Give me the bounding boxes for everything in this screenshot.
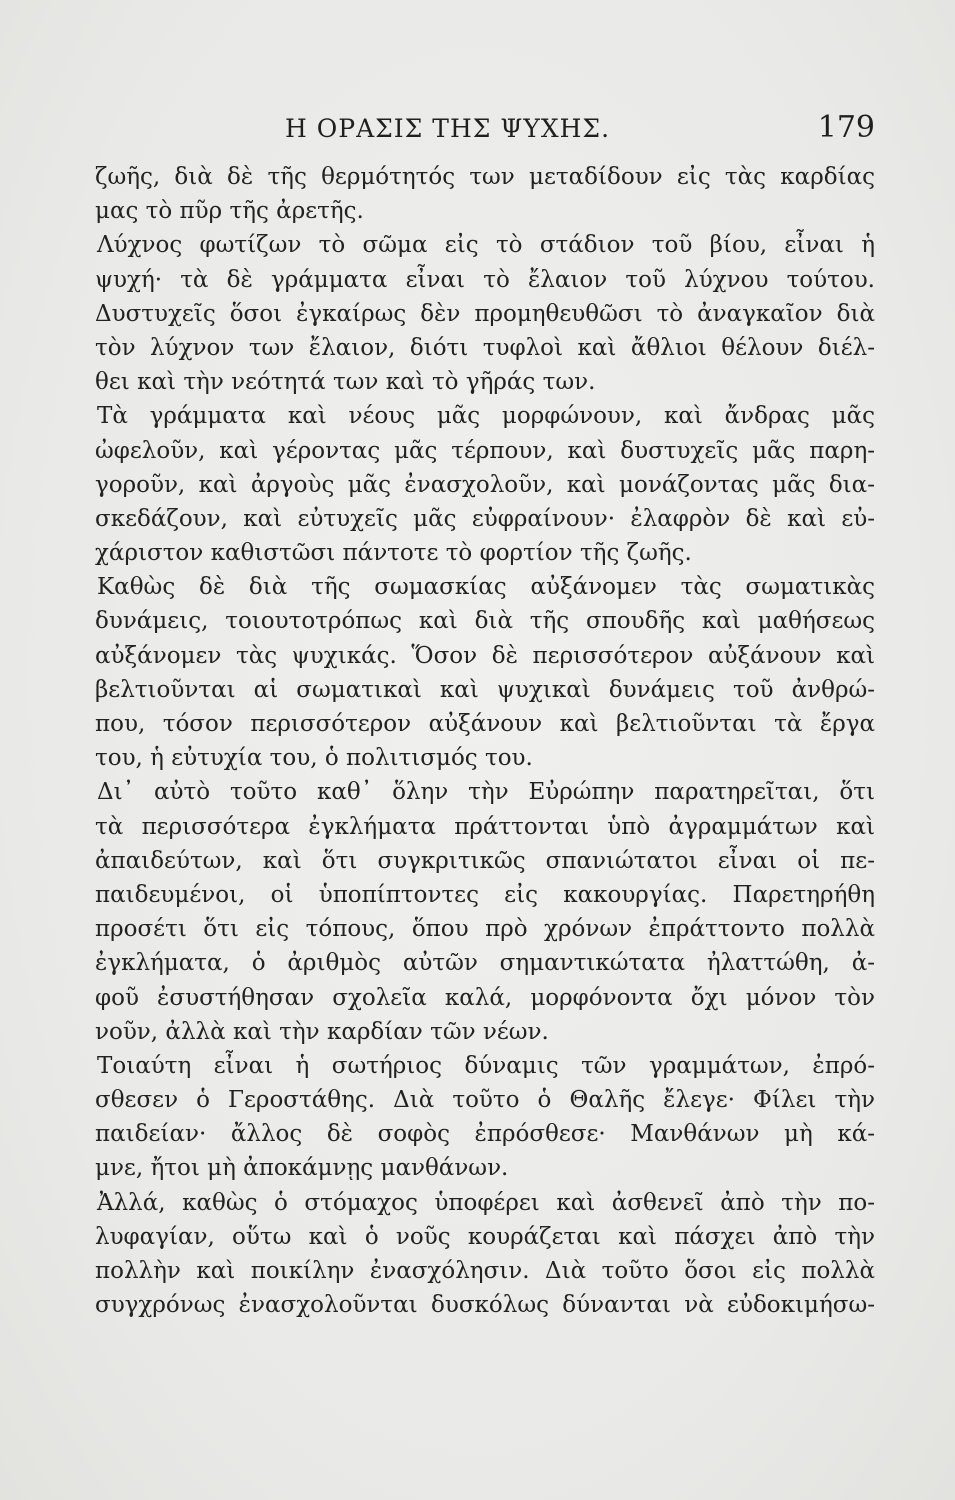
text-line: Δι᾽ αὐτὸ τοῦτο καθ᾽ ὅλην τὴν Εὐρώπην παρατηρεῖται, ὅτι xyxy=(97,779,875,806)
text-line: Τὰ γράμματα καὶ νέους μᾶς μορφώνουν, καὶ ἄνδρας μᾶς xyxy=(97,403,875,430)
text-line: πολλὴν καὶ ποικίλην ἐνασχόλησιν. Διὰ τοῦτο ὅσοι εἰς πολλὰ xyxy=(95,1258,875,1284)
running-title: Η ΟΡΑΣΙΣ ΤΗΣ ΨΥΧΗΣ. xyxy=(285,114,611,143)
text-line: παιδείαν· ἄλλος δὲ σοφὸς ἐπρόσθεσε· Μανθάνων μὴ κά- xyxy=(95,1121,875,1148)
text-line: Λύχνος φωτίζων τὸ σῶμα εἰς τὸ στάδιον τοῦ βίου, εἶναι ἡ xyxy=(97,232,875,259)
text-line: χάριστον καθιστῶσι πάντοτε τὸ φορτίον τῆς ζωῆς. xyxy=(95,540,692,567)
text-line: τὰ περισσότερα ἐγκλήματα πράττονται ὑπὸ ἀγραμμάτων καὶ xyxy=(95,813,875,840)
text-line: νοῦν, ἀλλὰ καὶ τὴν καρδίαν τῶν νέων. xyxy=(95,1018,549,1045)
page-number: 179 xyxy=(817,110,875,145)
text-line: ὠφελοῦν, καὶ γέροντας μᾶς τέρπουν, καὶ δυστυχεῖς μᾶς παρη- xyxy=(95,437,875,464)
text-line: παιδευμένοι, οἱ ὑποπίπτοντες εἰς κακουργίας. Παρετηρήθη xyxy=(95,881,875,908)
text-line: που, τόσον περισσότερον αὐξάνουν καὶ βελτιοῦνται τὰ ἔργα xyxy=(95,711,875,737)
text-line: Ἀλλά, καθὼς ὁ στόμαχος ὑποφέρει καὶ ἀσθενεῖ ἀπὸ τὴν πο- xyxy=(97,1189,875,1216)
text-line: ψυχή· τὰ δὲ γράμματα εἶναι τὸ ἔλαιον τοῦ λύχνου τούτου. xyxy=(95,266,875,293)
text-line: Δυστυχεῖς ὅσοι ἐγκαίρως δὲν προμηθευθῶσι τὸ ἀναγκαῖον διὰ xyxy=(95,300,875,327)
text-line: τὸν λύχνον των ἔλαιον, διότι τυφλοὶ καὶ ἄθλιοι θέλουν διέλ- xyxy=(95,334,875,361)
text-line: ἀπαιδεύτων, καὶ ὅτι συγκριτικῶς σπανιώτατοι εἶναι οἱ πε- xyxy=(95,847,875,874)
text-line: ἐγκλήματα, ὁ ἀριθμὸς αὐτῶν σημαντικώτατα ἠλαττώθη, ἀ- xyxy=(95,950,875,977)
text-line: φοῦ ἐσυστήθησαν σχολεῖα καλά, μορφόνοντα ὄχι μόνον τὸν xyxy=(95,984,875,1011)
text-line: βελτιοῦνται αἱ σωματικαὶ καὶ ψυχικαὶ δυνάμεις τοῦ ἀνθρώ- xyxy=(95,676,875,703)
text-line: σκεδάζουν, καὶ εὐτυχεῖς μᾶς εὐφραίνουν· ἐλαφρὸν δὲ καὶ εὐ- xyxy=(95,505,875,532)
text-line: Καθὼς δὲ διὰ τῆς σωμασκίας αὐξάνομεν τὰς σωματικὰς xyxy=(97,574,875,601)
text-line: σθεσεν ὁ Γεροστάθης. Διὰ τοῦτο ὁ Θαλῆς ἔλεγε· Φίλει τὴν xyxy=(95,1087,875,1114)
text-line: του, ἡ εὐτυχία του, ὁ πολιτισμός του. xyxy=(95,745,533,772)
text-line: δυνάμεις, τοιουτοτρόπως καὶ διὰ τῆς σπουδῆς καὶ μαθήσεως xyxy=(95,608,875,635)
text-line: Τοιαύτη εἶναι ἡ σωτήριος δύναμις τῶν γραμμάτων, ἐπρό- xyxy=(97,1052,875,1079)
text-line: μνε, ἤτοι μὴ ἀποκάμνῃς μανθάνων. xyxy=(95,1155,509,1182)
text-line: ζωῆς, διὰ δὲ τῆς θερμότητός των μεταδίδουν εἰς τὰς καρδίας xyxy=(95,164,875,190)
text-line: αὐξάνομεν τὰς ψυχικάς. Ὅσον δὲ περισσότερον αὐξάνουν καὶ xyxy=(95,642,875,669)
text-line: συγχρόνως ἐνασχολοῦνται δυσκόλως δύνανται νὰ εὐδοκιμήσω- xyxy=(95,1292,875,1319)
text-line: γοροῦν, καὶ ἀργοὺς μᾶς ἐνασχολοῦν, καὶ μονάζοντας μᾶς δια- xyxy=(95,471,875,498)
text-line: λυφαγίαν, οὕτω καὶ ὁ νοῦς κουράζεται καὶ πάσχει ἀπὸ τὴν xyxy=(95,1223,875,1250)
text-line: θει καὶ τὴν νεότητά των καὶ τὸ γῆράς των. xyxy=(95,369,596,396)
text-line: προσέτι ὅτι εἰς τόπους, ὅπου πρὸ χρόνων ἐπράττοντο πολλὰ xyxy=(95,916,875,943)
text-line: μας τὸ πῦρ τῆς ἀρετῆς. xyxy=(95,198,364,225)
body-text xyxy=(95,160,875,1322)
page-header xyxy=(95,110,875,154)
